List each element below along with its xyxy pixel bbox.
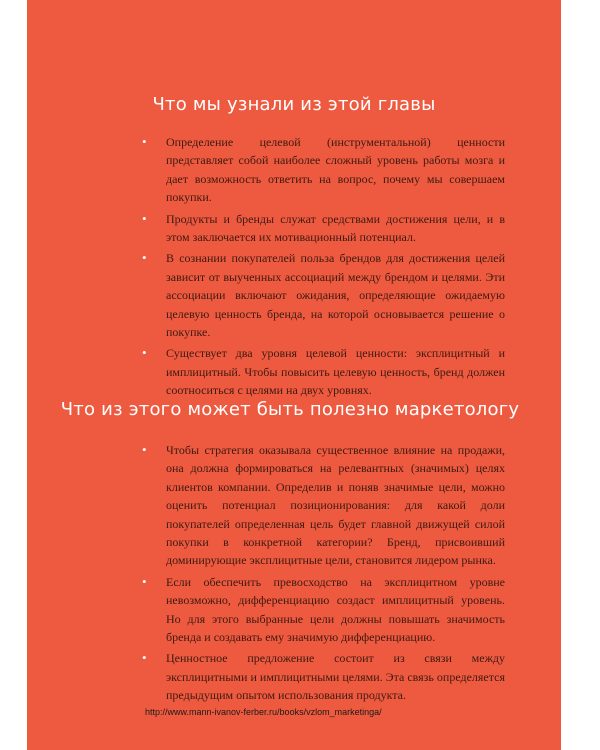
marketer-bullet-list [166, 441, 505, 708]
book-page [27, 0, 561, 750]
section-title-learned: Что мы узнали из этой главы [152, 94, 436, 115]
list-item: • Чтобы стратегия оказывала существенное влияние на продажи, она должна формироваться на релевантных (значимых) целях клиентов компании. Определив и поняв значимые цели, можно оценить потенциал позиционирования: для какой доли покупателей определенная цель будет главной движущей силой покупки в конкретной категории? Бренд, присвоивший доминирующие эксплицитные цели, становится лидером рынка. [166, 441, 505, 570]
section-title-marketer: Что из этого может быть полезно маркетологу [60, 399, 520, 420]
list-item: • В сознании покупателей польза брендов для достижения целей зависит от выученных ассоциаций между брендом и целями. Эти ассоциации включают ожидания, определяющие ожидаемую целевую ценность бренда, на которой основывается решение о покупке. [166, 249, 505, 341]
list-item: • Определение целевой (инструментальной) ценности представляет собой наиболее сложный уровень работы мозга и дает возможность ответить на вопрос, почему мы совершаем покупки. [166, 133, 505, 207]
list-item: • Продукты и бренды служат средствами достижения цели, и в этом заключается их мотивационный потенциал. [166, 210, 505, 247]
list-item: • Если обеспечить превосходство на эксплицитном уровне невозможно, дифференциацию создаст имплицитный уровень. Но для этого выбранные цели должны повышать значимость бренда и создавать ему значимую дифференциацию. [166, 573, 505, 647]
list-item: • Ценностное предложение состоит из связи между эксплицитными и имплицитными целями. Эта связь определяется предыдущим опытом использования продукта. [166, 649, 505, 704]
learned-bullet-list [166, 133, 505, 403]
source-url[interactable]: http://www.mann-ivanov-ferber.ru/books/vzlom_marketinga/ [145, 707, 382, 717]
list-item: • Существует два уровня целевой ценности: эксплицитный и имплицитный. Чтобы повысить целевую ценность, бренд должен соотноситься с целями на двух уровнях. [166, 344, 505, 399]
